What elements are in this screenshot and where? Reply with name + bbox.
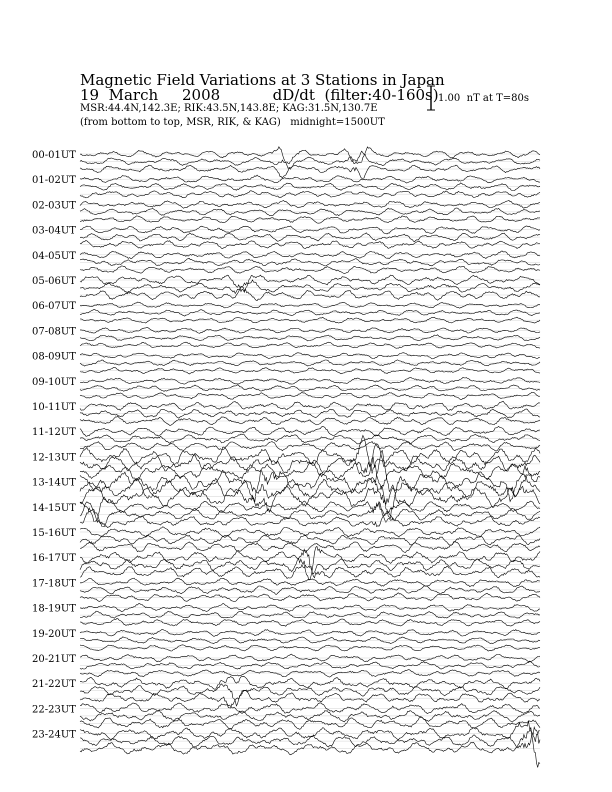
hour-row xyxy=(32,301,540,323)
chart-title: Magnetic Field Variations at 3 Stations in Japan xyxy=(80,71,445,89)
row-label: 22-23UT xyxy=(32,704,76,716)
hour-row xyxy=(32,377,540,400)
row-label: 00-01UT xyxy=(32,150,76,161)
trace-RIK xyxy=(80,549,540,574)
trace-MSR xyxy=(80,619,540,627)
trace-MSR xyxy=(80,690,540,708)
row-label: 04-05UT xyxy=(32,250,76,262)
row-label: 10-11UT xyxy=(32,402,76,413)
row-label: 16-17UT xyxy=(32,553,76,565)
hour-row xyxy=(32,275,540,301)
hour-row xyxy=(32,721,540,768)
hour-row xyxy=(32,251,540,274)
trace-RIK xyxy=(80,611,540,618)
hour-row xyxy=(32,226,540,249)
row-label: 17-18UT xyxy=(32,578,76,590)
hour-row xyxy=(32,578,540,602)
row-label: 09-10UT xyxy=(32,376,76,388)
row-label: 07-08UT xyxy=(32,326,76,338)
hour-row xyxy=(32,654,540,677)
row-label: 18-19UT xyxy=(32,603,76,615)
hour-row xyxy=(32,451,540,519)
trace-KAG xyxy=(80,497,540,521)
row-label: 01-02UT xyxy=(32,175,76,187)
trace-MSR xyxy=(80,508,540,528)
row-label: 20-21UT xyxy=(32,654,76,665)
row-label: 13-14UT xyxy=(32,477,76,489)
row-label: 15-16UT xyxy=(32,528,76,539)
row-label: 11-12UT xyxy=(32,427,76,439)
station-coordinates: MSR:44.4N,142.3E; RIK:43.5N,143.8E; KAG:31.5N,130.7E xyxy=(80,103,378,114)
row-label: 23-24UT xyxy=(32,729,76,741)
hour-row xyxy=(32,175,540,198)
hour-row xyxy=(32,326,540,348)
hour-row xyxy=(32,352,540,374)
date-filter-line: 19 March 2008 dD/dt (filter:40-160s) xyxy=(80,86,439,104)
row-label: 06-07UT xyxy=(32,301,76,313)
scale-bar-label: 1.00 nT at T=80s xyxy=(438,93,529,104)
station-traces xyxy=(32,147,540,768)
hour-row xyxy=(32,527,540,553)
trace-KAG xyxy=(80,703,540,714)
hour-row xyxy=(32,200,540,223)
hour-row xyxy=(32,604,540,627)
trace-KAG xyxy=(80,676,540,689)
trace-MSR xyxy=(80,727,540,767)
trace-KAG xyxy=(80,226,540,234)
row-label: 14-15UT xyxy=(32,502,76,514)
trace-KAG xyxy=(80,275,540,292)
row-label: 19-20UT xyxy=(32,628,76,640)
hour-row xyxy=(32,629,540,651)
row-label: 08-09UT xyxy=(32,351,76,363)
row-label: 02-03UT xyxy=(32,200,76,212)
trace-RIK xyxy=(80,476,540,518)
hour-row xyxy=(32,703,540,730)
hour-row xyxy=(32,676,540,708)
hour-row xyxy=(32,435,540,489)
hour-row xyxy=(32,546,540,580)
row-label: 05-06UT xyxy=(32,276,76,287)
trace-RIK xyxy=(80,280,540,294)
trace-MSR xyxy=(80,670,540,677)
station-order-note: (from bottom to top, MSR, RIK, & KAG) midnight=1500UT xyxy=(80,117,385,128)
row-label: 12-13UT xyxy=(32,452,76,464)
row-label: 03-04UT xyxy=(32,225,76,237)
row-label: 21-22UT xyxy=(32,679,76,691)
hour-row xyxy=(32,426,540,451)
hour-row xyxy=(32,401,540,425)
scale-bar xyxy=(427,86,435,110)
hour-row xyxy=(32,147,540,179)
